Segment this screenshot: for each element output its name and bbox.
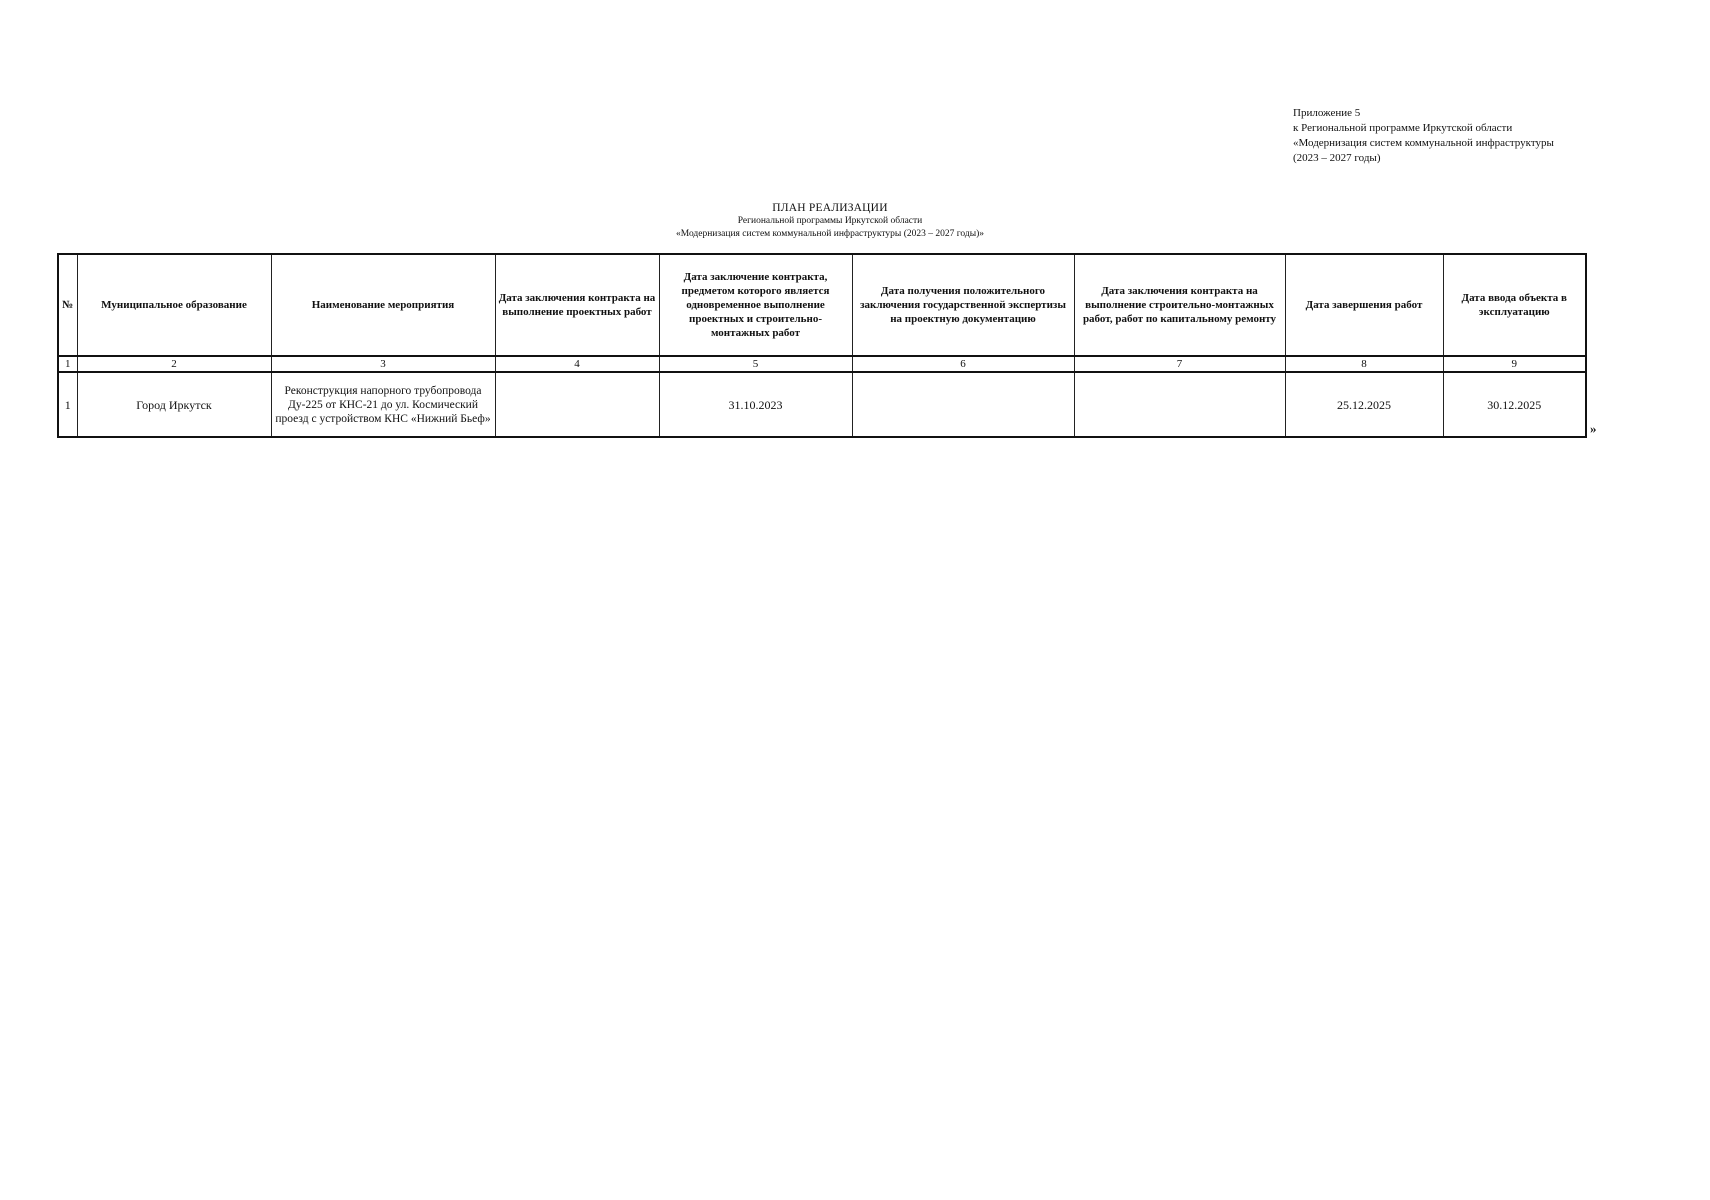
column-number: 1 bbox=[58, 356, 77, 372]
column-number: 6 bbox=[852, 356, 1074, 372]
appendix-line-4: (2023 – 2027 годы) bbox=[1293, 152, 1381, 164]
header-commissioning-date: Дата ввода объекта в эксплуатацию bbox=[1443, 254, 1586, 356]
column-number: 2 bbox=[77, 356, 271, 372]
column-number: 4 bbox=[495, 356, 659, 372]
document-subtitle-1: Региональной программы Иркутской области bbox=[737, 216, 923, 226]
column-number: 7 bbox=[1074, 356, 1285, 372]
table-row bbox=[58, 372, 1586, 437]
header-construction-contract-date: Дата заключения контракта на выполнение строительно-монтажных работ, работ по капитальному ремонту bbox=[1074, 254, 1285, 356]
header-number: № bbox=[58, 254, 77, 356]
column-number: 3 bbox=[271, 356, 495, 372]
document-title: ПЛАН РЕАЛИЗАЦИИ bbox=[772, 202, 888, 214]
header-completion-date: Дата завершения работ bbox=[1285, 254, 1443, 356]
cell-completion-date: 25.12.2025 bbox=[1285, 372, 1443, 437]
column-number: 5 bbox=[659, 356, 852, 372]
column-number: 9 bbox=[1443, 356, 1586, 372]
document-heading bbox=[600, 202, 1060, 241]
appendix-line-3: «Модернизация систем коммунальной инфраструктуры bbox=[1293, 137, 1554, 149]
header-combined-contract-date: Дата заключение контракта, предметом которого является одновременное выполнение проектных и строительно-монтажных работ bbox=[659, 254, 852, 356]
appendix-line-1: Приложение 5 bbox=[1293, 107, 1361, 119]
cell-commissioning-date: 30.12.2025 bbox=[1443, 372, 1586, 437]
closing-quote-mark: » bbox=[1590, 421, 1597, 436]
cell-combined-contract-date: 31.10.2023 bbox=[659, 372, 852, 437]
header-event-name: Наименование мероприятия bbox=[271, 254, 495, 356]
appendix-note bbox=[1293, 106, 1554, 166]
implementation-plan-table bbox=[57, 253, 1587, 438]
cell-expertise-date bbox=[852, 372, 1074, 437]
cell-municipality: Город Иркутск bbox=[77, 372, 271, 437]
document-subtitle-2: «Модернизация систем коммунальной инфраструктуры (2023 – 2027 годы)» bbox=[675, 229, 984, 239]
header-design-contract-date: Дата заключения контракта на выполнение проектных работ bbox=[495, 254, 659, 356]
column-number: 8 bbox=[1285, 356, 1443, 372]
table-header-row bbox=[58, 254, 1586, 356]
cell-number: 1 bbox=[58, 372, 77, 437]
header-expertise-date: Дата получения положительного заключения государственной экспертизы на проектную документацию bbox=[852, 254, 1074, 356]
cell-event-name: Реконструкция напорного трубопровода Ду-225 от КНС-21 до ул. Космический проезд с устройством КНС «Нижний Бьеф» bbox=[271, 372, 495, 437]
cell-design-contract-date bbox=[495, 372, 659, 437]
cell-construction-contract-date bbox=[1074, 372, 1285, 437]
appendix-line-2: к Региональной программе Иркутской области bbox=[1293, 122, 1513, 134]
column-number-row bbox=[58, 356, 1586, 372]
header-municipality: Муниципальное образование bbox=[77, 254, 271, 356]
